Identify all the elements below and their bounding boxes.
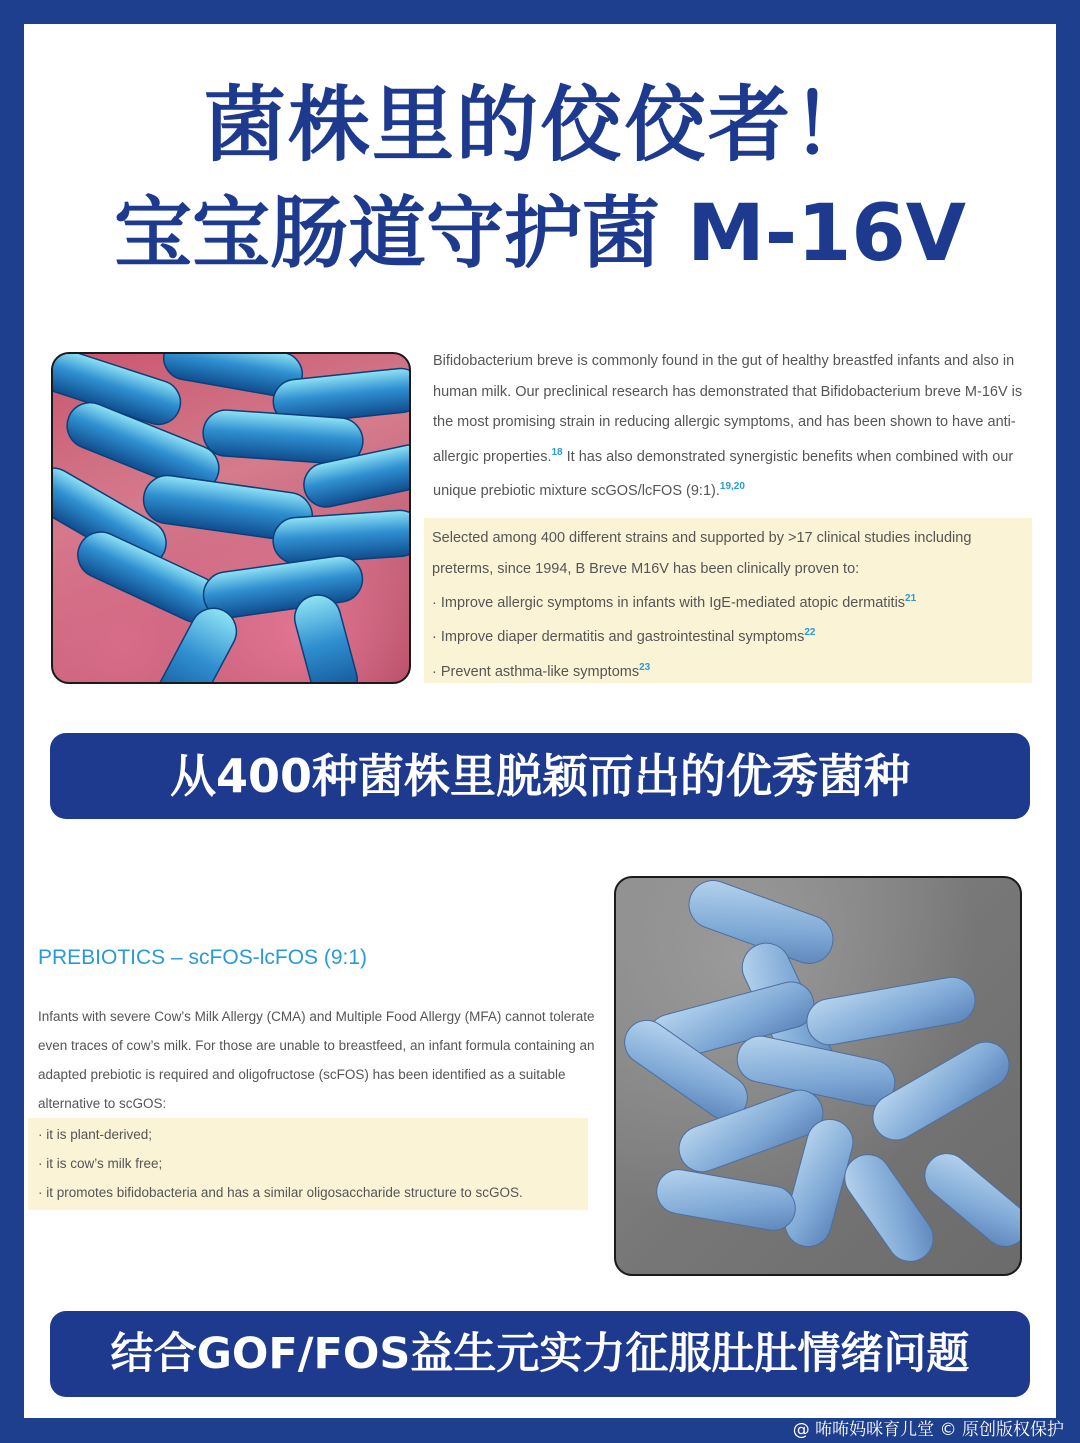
reference-21: 21: [905, 593, 917, 604]
clinical-bullet-text: · Improve allergic symptoms in infants with IgE-mediated atopic dermatitis: [432, 594, 906, 611]
clinical-bullet-text: · Improve diaper dermatitis and gastrointestinal symptoms: [432, 629, 805, 646]
reference-18: 18: [551, 446, 563, 458]
clinical-bullet: [432, 584, 1024, 618]
prebiotics-heading: PREBIOTICS – scFOS-lcFOS (9:1): [38, 946, 368, 969]
banner-strain-selection: 从400种菌株里脱颖而出的优秀菌种: [50, 733, 1030, 819]
bacteria-blue-micrograph-icon: [53, 354, 409, 682]
reference-19-20: 19,20: [719, 480, 745, 492]
reference-22: 22: [804, 627, 816, 639]
clinical-intro: Selected among 400 different strains and supported by >17 clinical studies including preterms, since 1994, B Breve M16V has been clinically proven to:: [432, 530, 972, 577]
prebiotics-bullet: · it is plant-derived;: [38, 1127, 153, 1142]
clinical-bullet: [432, 653, 1024, 687]
bacteria-image-blue: [51, 352, 411, 684]
bacteria-image-sem: [614, 876, 1022, 1276]
prebiotics-highlight-box: [28, 1118, 588, 1210]
prebiotics-bullet: · it is cow’s milk free;: [38, 1156, 163, 1171]
prebiotics-bullet: · it promotes bifidobacteria and has a similar oligosaccharide structure to scGOS.: [38, 1185, 523, 1200]
main-title-line1: 菌株里的佼佼者！: [203, 78, 876, 173]
reference-23: 23: [639, 661, 651, 673]
prebiotics-description: Infants with severe Cow’s Milk Allergy (CMA) and Multiple Food Allergy (MFA) cannot tolerate even traces of cow’s milk. For those are unable to breastfeed, an infant formula containing an adapted prebiotic is required and oligofructose (scFOS) has been identified as a suitable alternative to scGOS:: [38, 1009, 595, 1111]
clinical-bullet: [432, 618, 1024, 652]
poster-card: [24, 24, 1056, 1418]
banner-prebiotics: 结合GOF/FOS益生元实力征服肚肚情绪问题: [50, 1311, 1030, 1397]
strain-description: [433, 346, 1041, 506]
bacteria-sem-micrograph-icon: [616, 878, 1020, 1274]
copyright-footer: @ 咘咘妈咪育儿堂 © 原创版权保护: [792, 1420, 1064, 1440]
clinical-bullet-text: · Prevent asthma-like symptoms: [432, 663, 640, 680]
strain-description-part1: Bifidobacterium breve is commonly found in the gut of healthy breastfed infants and also in human milk. Our preclinical research has demonstrated that Bifidobacterium breve M-16V is the most promising strain in reducing allergic symptoms, and has been shown to have anti-allergic properties.: [433, 353, 1023, 465]
strain-description-part2: It has also demonstrated synergistic benefits when combined with our unique prebiotic mixture scGOS/lcFOS (9:1).: [433, 448, 1014, 499]
main-title-line2: 宝宝肠道守护菌 M-16V: [113, 189, 967, 279]
clinical-highlight-box: [424, 518, 1032, 683]
